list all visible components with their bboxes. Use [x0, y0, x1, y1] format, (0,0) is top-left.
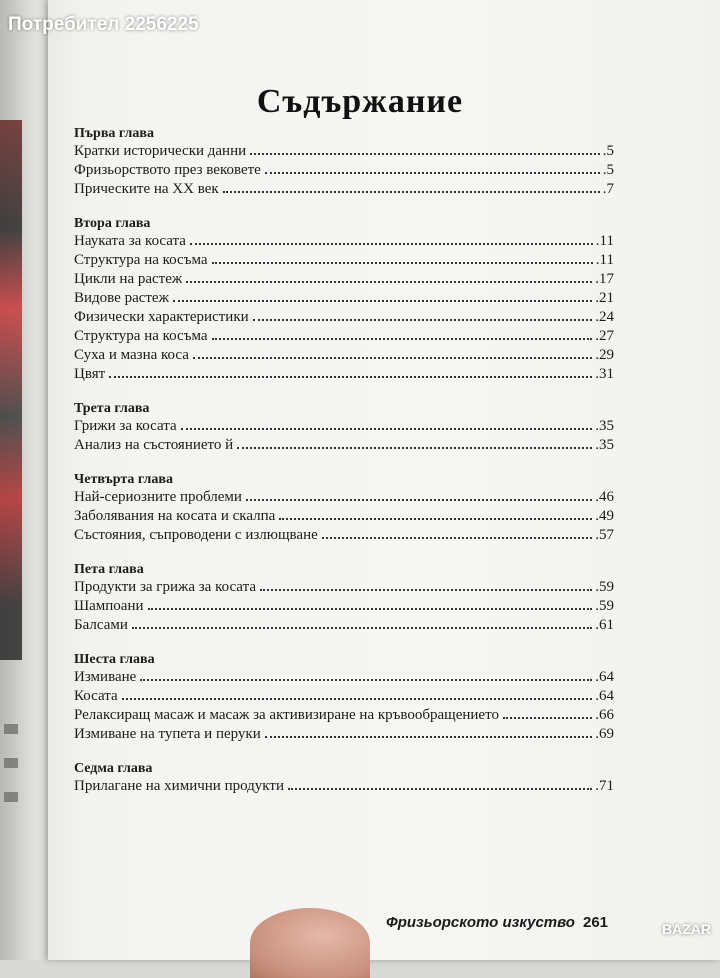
entry-title: Измиване — [74, 669, 137, 685]
toc-entry — [74, 232, 614, 251]
toc-entry — [74, 725, 614, 744]
entry-title: Релаксиращ масаж и масаж за активизиране на кръвообращението — [74, 707, 499, 723]
dot-leader — [503, 717, 592, 719]
dot-leader — [212, 338, 593, 340]
entry-title: Видове растеж — [74, 290, 169, 306]
dot-leader — [132, 627, 592, 629]
entry-page: .71 — [595, 778, 614, 794]
dot-leader — [173, 300, 592, 302]
toc-entry — [74, 327, 614, 346]
entry-page: .24 — [595, 309, 614, 325]
toc-entry — [74, 180, 614, 199]
footer-page-number: 261 — [582, 914, 609, 931]
toc-entry — [74, 270, 614, 289]
chapter-heading: Първа глава — [74, 126, 154, 141]
toc-entry — [74, 142, 614, 161]
entry-title: Заболявания на косата и скалпа — [74, 508, 276, 524]
entry-title: Състояния, съпроводени с излющване — [74, 527, 318, 543]
entry-title: Фризьорството през вековете — [74, 162, 261, 178]
entry-page: .59 — [595, 598, 614, 614]
toc-entry — [74, 346, 614, 365]
toc-entry — [74, 706, 614, 725]
dot-leader — [322, 537, 592, 539]
entry-title: Суха и мазна коса — [74, 347, 189, 363]
toc-entry — [74, 161, 614, 180]
toc-entry — [74, 616, 614, 635]
dot-leader — [260, 589, 592, 591]
toc-entry — [74, 308, 614, 327]
dot-leader — [109, 376, 592, 378]
dot-leader — [265, 172, 600, 174]
dot-leader — [148, 608, 593, 610]
dot-leader — [122, 698, 593, 700]
entry-page: .31 — [595, 366, 614, 382]
dot-leader — [253, 319, 593, 321]
toc-entry — [74, 597, 614, 616]
entry-title: Структура на косъма — [74, 328, 208, 344]
entry-page: .61 — [595, 617, 614, 633]
entry-page: .27 — [595, 328, 614, 344]
left-page-photo — [0, 120, 22, 660]
entry-title: Прилагане на химични продукти — [74, 778, 284, 794]
entry-page: .64 — [595, 688, 614, 704]
dot-leader — [265, 736, 593, 738]
dot-leader — [279, 518, 592, 520]
dot-leader — [223, 191, 600, 193]
user-watermark: Потребител 2256225 — [8, 14, 199, 35]
chapter-heading: Пета глава — [74, 562, 144, 577]
table-of-contents — [74, 126, 614, 796]
dot-leader — [237, 447, 592, 449]
entry-page: .64 — [595, 669, 614, 685]
entry-title: Цикли на растеж — [74, 271, 183, 287]
chapter-heading: Трета глава — [74, 401, 150, 416]
page-footer — [386, 914, 608, 931]
dot-leader — [246, 499, 592, 501]
entry-page: .17 — [595, 271, 614, 287]
entry-page: .11 — [595, 252, 614, 268]
toc-entry — [74, 578, 614, 597]
toc-entry — [74, 687, 614, 706]
chapter-heading: Шеста глава — [74, 652, 155, 667]
toc-entry — [74, 436, 614, 455]
dot-leader — [181, 428, 593, 430]
dot-leader — [288, 788, 592, 790]
entry-page: .35 — [595, 437, 614, 453]
entry-page: .35 — [595, 418, 614, 434]
left-page-marks — [4, 700, 22, 826]
entry-page: .46 — [595, 489, 614, 505]
entry-title: Шампоани — [74, 598, 144, 614]
entry-title: Най-сериозните проблеми — [74, 489, 242, 505]
dot-leader — [190, 243, 593, 245]
entry-title: Структура на косъма — [74, 252, 208, 268]
left-page-edge — [0, 0, 52, 960]
dot-leader — [140, 679, 592, 681]
dot-leader — [212, 262, 593, 264]
entry-page: .21 — [595, 290, 614, 306]
entry-title: Продукти за грижа за косата — [74, 579, 256, 595]
dot-leader — [250, 153, 600, 155]
entry-page: .57 — [595, 527, 614, 543]
entry-title: Косата — [74, 688, 118, 704]
page-title: Съдържание — [256, 83, 464, 120]
entry-title: Физически характеристики — [74, 309, 249, 325]
entry-page: .66 — [595, 707, 614, 723]
entry-title: Измиване на тупета и перуки — [74, 726, 261, 742]
entry-title: Кратки исторически данни — [74, 143, 247, 159]
chapter-heading: Седма глава — [74, 761, 153, 776]
entry-page: .7 — [602, 181, 614, 197]
footer-book-title: Фризьорското изкуство — [386, 914, 575, 931]
dot-leader — [193, 357, 592, 359]
entry-title: Прическите на XX век — [74, 181, 219, 197]
dot-leader — [186, 281, 592, 283]
toc-entry — [74, 251, 614, 270]
entry-page: .59 — [595, 579, 614, 595]
toc-entry — [74, 365, 614, 384]
toc-entry — [74, 668, 614, 687]
toc-entry — [74, 507, 614, 526]
marketplace-logo: BAZAR — [662, 921, 711, 937]
entry-page: .29 — [595, 347, 614, 363]
thumb — [250, 908, 370, 978]
toc-entry — [74, 488, 614, 507]
entry-page: .49 — [595, 508, 614, 524]
entry-title: Цвят — [74, 366, 106, 382]
entry-page: .11 — [595, 233, 614, 249]
entry-title: Науката за косата — [74, 233, 186, 249]
entry-page: .5 — [602, 143, 614, 159]
chapter-heading: Втора глава — [74, 216, 151, 231]
toc-entry — [74, 289, 614, 308]
entry-page: .5 — [602, 162, 614, 178]
toc-entry — [74, 417, 614, 436]
entry-title: Грижи за косата — [74, 418, 177, 434]
toc-entry — [74, 777, 614, 796]
chapter-heading: Четвърта глава — [74, 472, 173, 487]
entry-page: .69 — [595, 726, 614, 742]
entry-title: Анализ на състоянието й — [74, 437, 234, 453]
entry-title: Балсами — [74, 617, 128, 633]
toc-entry — [74, 526, 614, 545]
